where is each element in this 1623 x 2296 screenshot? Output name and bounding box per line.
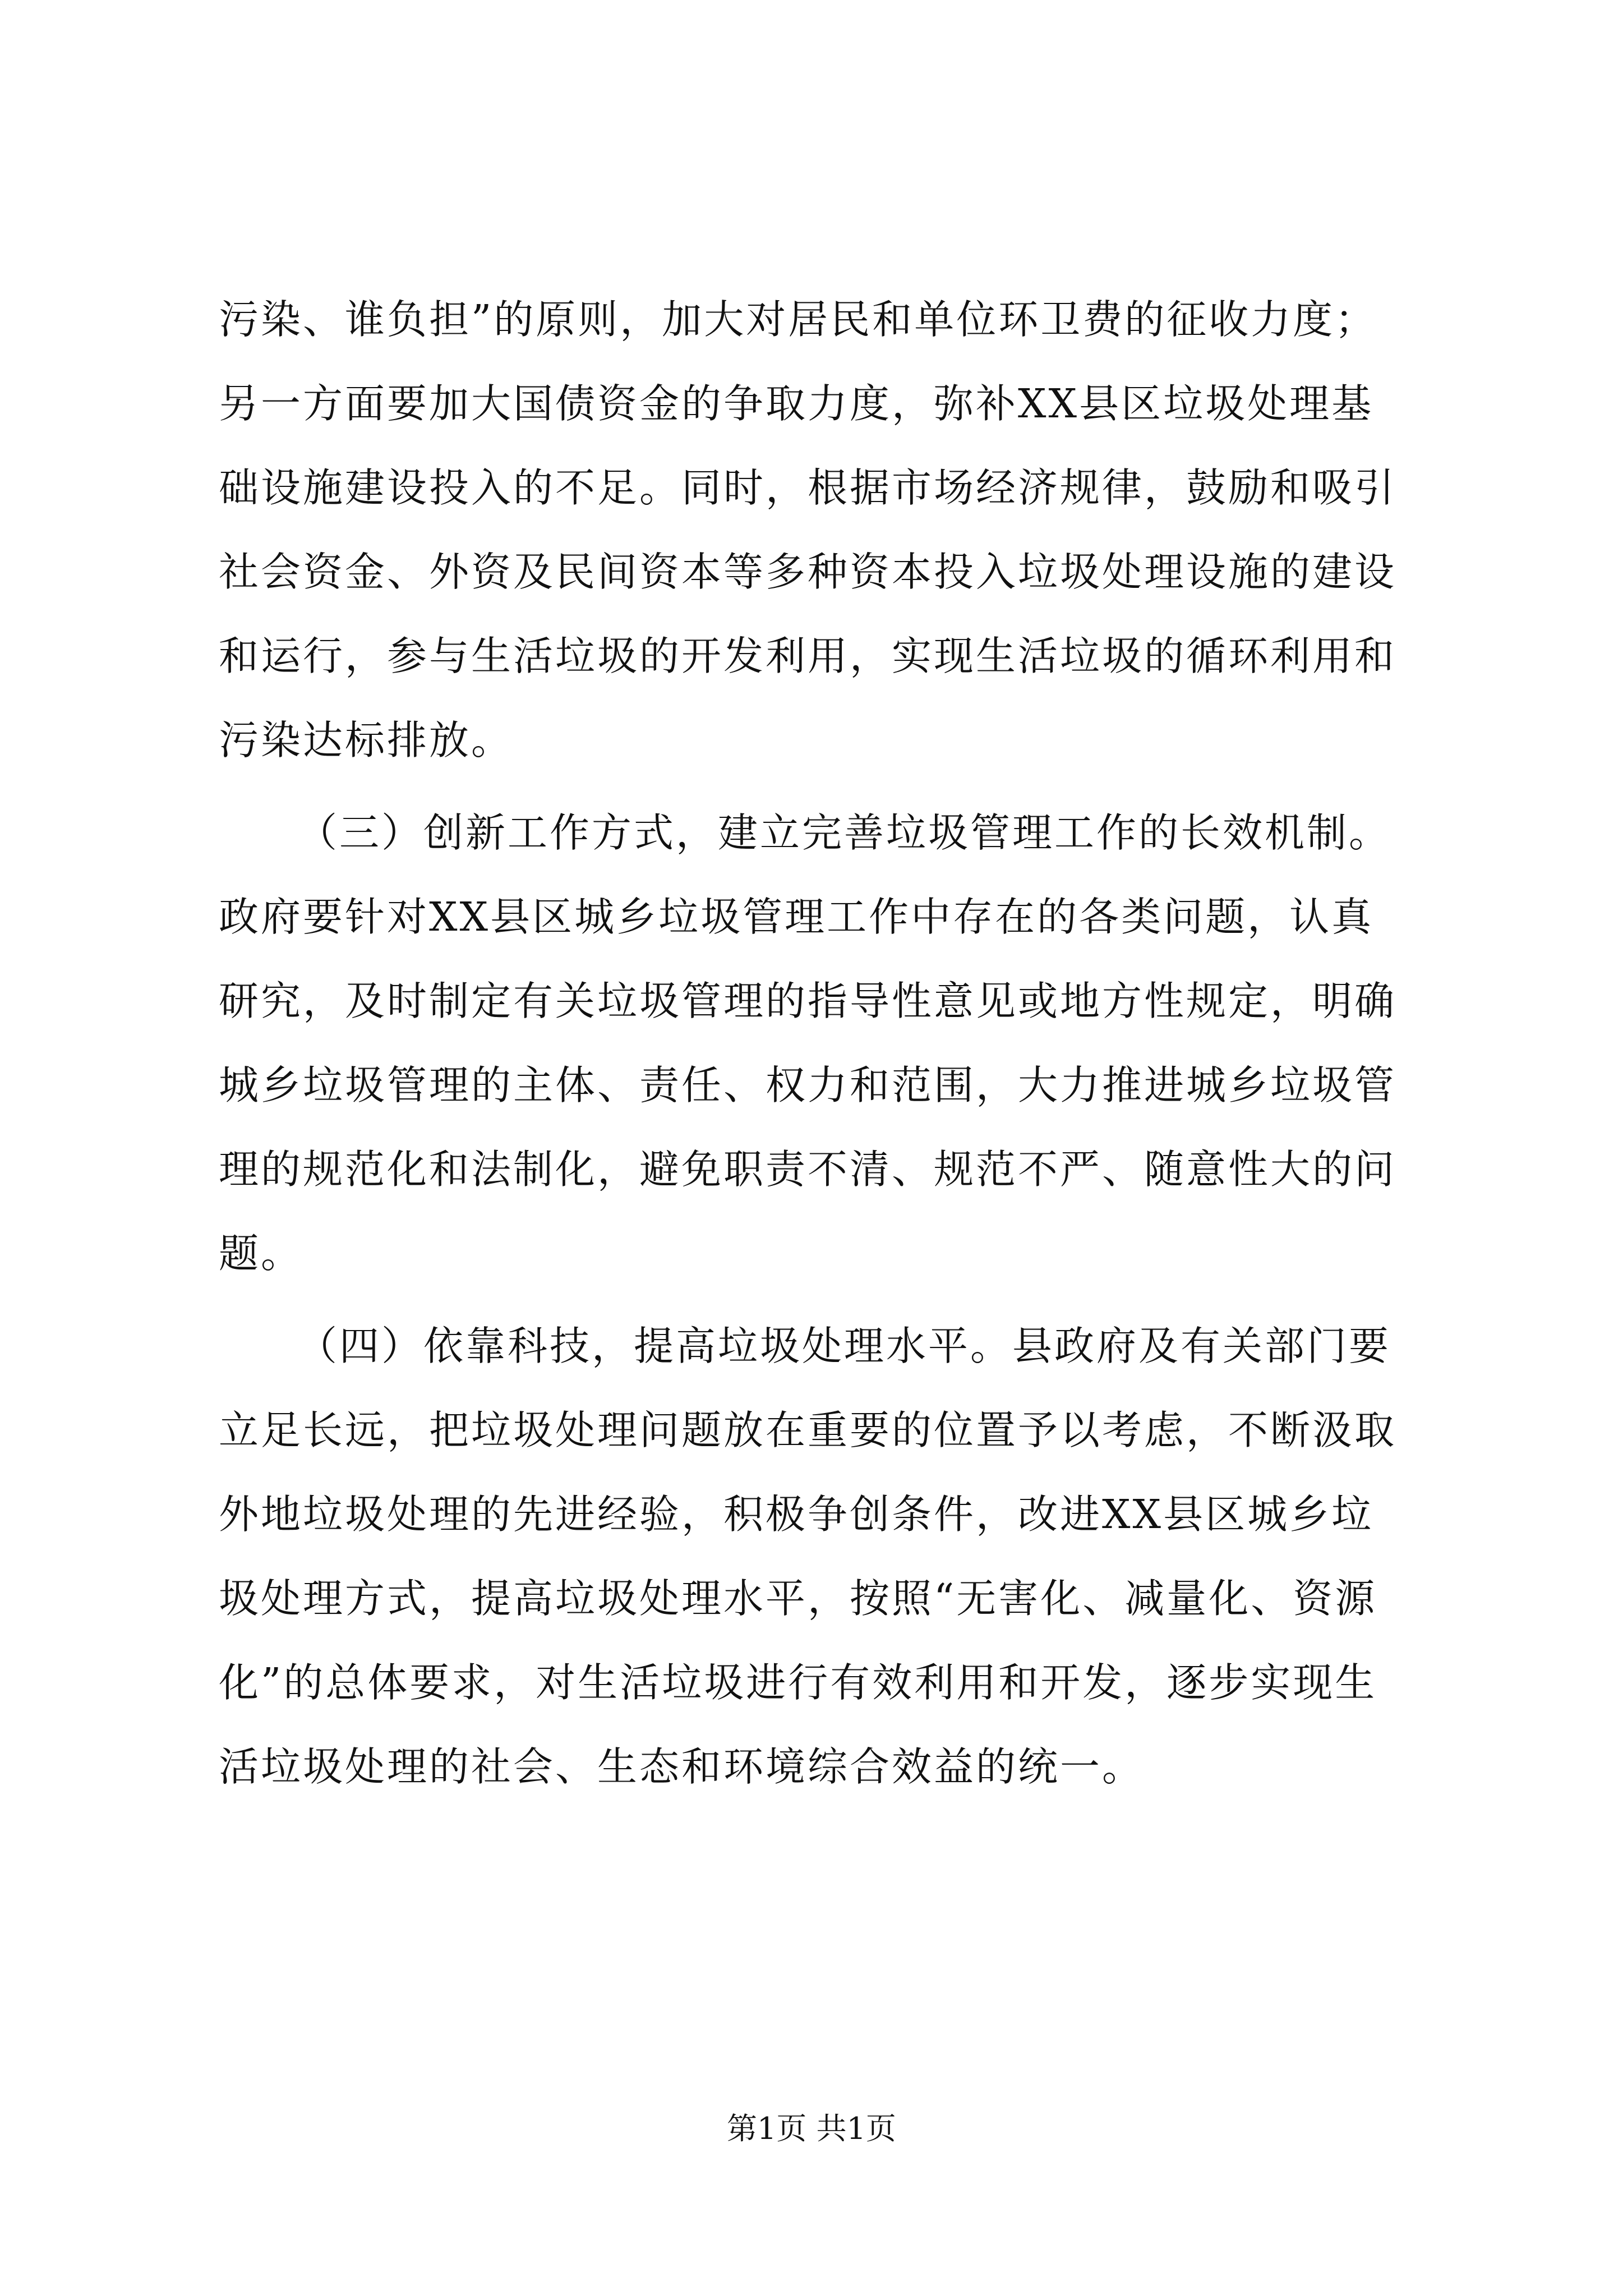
- text-line: 社会资金、外资及民间资本等多种资本投入垃圾处理设施的建设: [219, 549, 1397, 595]
- text-line: 和运行，参与生活垃圾的开发利用，实现生活垃圾的循环利用和: [219, 633, 1397, 679]
- text-line: 另一方面要加大国债资金的争取力度，弥补XX县区垃圾处理基: [219, 380, 1374, 427]
- text-line: 污染、谁负担”的原则，加大对居民和单位环卫费的征收力度；: [219, 296, 1377, 343]
- text-line: 立足长远，把垃圾处理问题放在重要的位置予以考虑，不断汲取: [219, 1407, 1397, 1453]
- text-line: 城乡垃圾管理的主体、责任、权力和范围，大力推进城乡垃圾管: [219, 1062, 1397, 1108]
- text-line: 题。: [219, 1230, 303, 1277]
- text-line: 化”的总体要求，对生活垃圾进行有效利用和开发，逐步实现生: [219, 1659, 1377, 1706]
- text-line: 研究，及时制定有关垃圾管理的指导性意见或地方性规定，明确: [219, 978, 1397, 1024]
- text-line: 础设施建设投入的不足。同时，根据市场经济规律，鼓励和吸引: [219, 464, 1397, 511]
- text-line: 圾处理方式，提高垃圾处理水平，按照“无害化、减量化、资源: [219, 1575, 1377, 1622]
- text-line: 污染达标排放。: [219, 717, 514, 763]
- section-heading-4: （四）依靠科技，提高垃圾处理水平。县政府及有关部门要: [297, 1323, 1391, 1369]
- text-line: 理的规范化和法制化，避免职责不清、规范不严、随意性大的问: [219, 1146, 1397, 1193]
- section-heading-3: （三）创新工作方式，建立完善垃圾管理工作的长效机制。: [297, 809, 1391, 856]
- page-footer: 第1页 共1页: [727, 2111, 896, 2146]
- text-line: 活垃圾处理的社会、生态和环境综合效益的统一。: [219, 1743, 1145, 1790]
- text-line: 外地垃圾处理的先进经验，积极争创条件，改进XX县区城乡垃: [219, 1491, 1374, 1538]
- text-line: 政府要针对XX县区城乡垃圾管理工作中存在的各类问题，认真: [219, 894, 1374, 940]
